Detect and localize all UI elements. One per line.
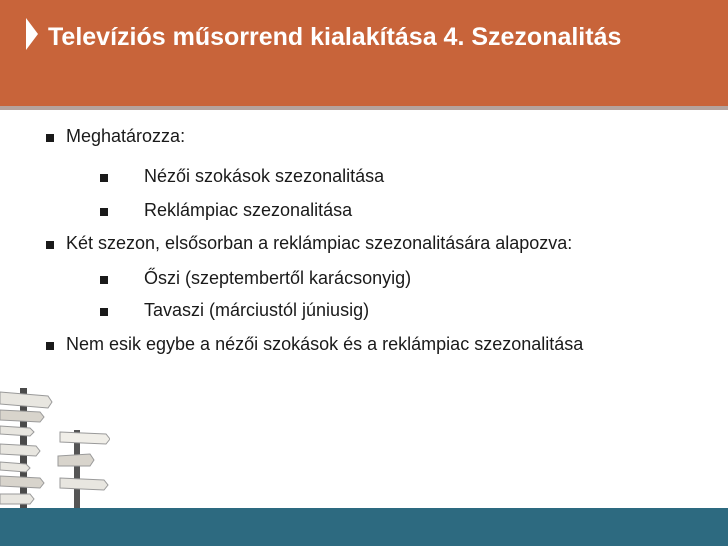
bullet-marker bbox=[46, 134, 54, 142]
bullet-marker bbox=[100, 174, 108, 182]
bullet-text: Tavaszi (márciustól júniusig) bbox=[144, 300, 370, 320]
bullet-marker bbox=[46, 241, 54, 249]
signpost-image bbox=[0, 382, 110, 508]
bullet-marker bbox=[100, 308, 108, 316]
bullet-text: Meghatározza: bbox=[66, 126, 186, 146]
bullet-text: Reklámpiac szezonalitása bbox=[144, 200, 353, 220]
bullet-marker bbox=[46, 342, 54, 350]
footer-bar bbox=[0, 508, 728, 546]
bullet-marker bbox=[100, 276, 108, 284]
title-bar-shadow bbox=[0, 106, 728, 110]
bullet-text: Őszi (szeptembertől karácsonyig) bbox=[144, 268, 412, 288]
chevron-right-icon bbox=[24, 14, 40, 54]
bullet-text: Nézői szokások szezonalitása bbox=[144, 166, 385, 186]
bullet-text: Két szezon, elsősorban a reklámpiac szezonalitására alapozva: bbox=[66, 233, 573, 253]
slide-title: Televíziós műsorrend kialakítása 4. Szezonalitás bbox=[48, 23, 622, 51]
bullet-text: Nem esik egybe a nézői szokások és a reklámpiac szezonalitása bbox=[66, 334, 584, 354]
title-bar bbox=[0, 0, 728, 106]
bullet-marker bbox=[100, 208, 108, 216]
